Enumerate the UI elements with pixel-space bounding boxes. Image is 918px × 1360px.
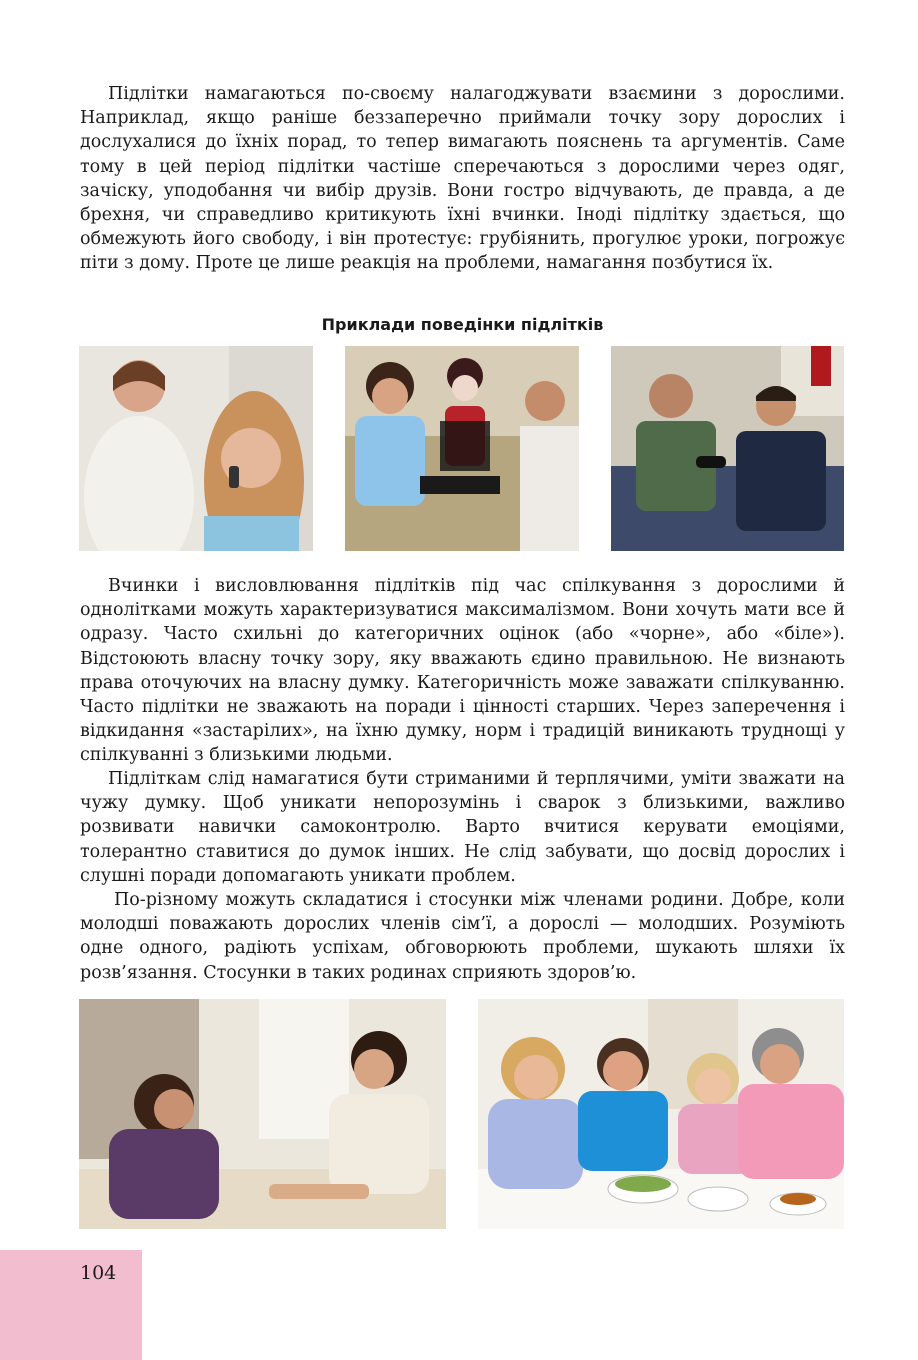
figure-caption: Приклади поведінки підлітків: [321, 315, 604, 334]
page-number-tab: [0, 1250, 142, 1360]
paragraph-teen-adult-relations: Підлітки намагаються по-своєму налагоджувати взаємини з дорослими. Наприклад, якщо раніше беззаперечно приймали точку зору дорослих і дослухалися до їхніх порад, то тепер вимагають пояснень та аргументів. Саме тому в цей період підлітки частіше сперечаються з дорослими через одяг, зачіску, уподобання чи вибір друзів. Вони гостро відчувають, де правда, а де брехня, чи справедливо критикують їхні вчинки. Іноді підлітку здається, що обмежують його свободу, і він протестує: грубіянить, прогулює уроки, погрожує піти з дому. Проте це лише реакція на проблеми, намагання позбутися їх.: [80, 84, 845, 274]
photo-father-son-videogame: [611, 346, 844, 551]
photo-family-eating-together: [478, 999, 844, 1229]
page-number: 104: [80, 1262, 117, 1284]
photo-teen-with-grandparents: [345, 346, 579, 551]
paragraph-teen-self-control: Підліткам слід намагатися бути стриманими й терплячими, уміти зважати на чужу думку. Щоб уникати непорозумінь і сварок з близькими, важливо розвивати навички самоконтролю. Варто вчитися керувати емоціями, толерантно ставитися до думок інших. Не слід забувати, що досвід дорослих і слушні поради допомагають уникати проблем.: [80, 769, 845, 886]
paragraph-family-relations: По-різному можуть складатися і стосунки між членами родини. Добре, коли молодші поважають дорослих членів сім’ї, а дорослі — молодших. Розуміють одне одного, радіють успіхам, обговорюють проблеми, шукають шляхи їх розв’язання. Стосунки в таких родинах сприяють здоров’ю.: [80, 890, 845, 983]
photo-mother-talking-daughter: [79, 999, 446, 1229]
photo-mother-scolding-girl: [79, 346, 313, 551]
paragraph-teen-maximalism: Вчинки і висловлювання підлітків під час спілкування з дорослими й однолітками можуть характеризуватися максималізмом. Вони хочуть мати все й одразу. Часто схильні до категоричних оцінок (або «чорне», або «біле»). Відстоюють власну точку зору, яку вважають єдино правильною. Не визнають права оточуючих на власну думку. Категоричність може заважати спілкуванню. Часто підлітки не зважають на поради і цінності старших. Через заперечення і відкидання «застарілих», на їхню думку, норм і традицій виникають труднощі у спілкуванні з близькими людьми.: [80, 576, 845, 766]
